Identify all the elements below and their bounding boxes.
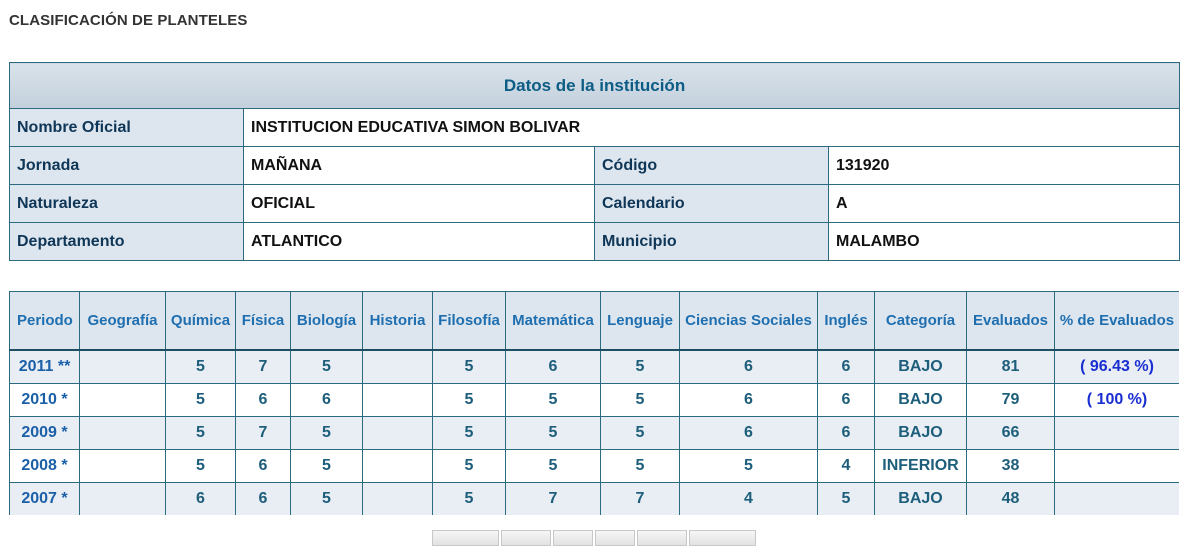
cell-biologia: 5 [291,350,363,384]
cell-geografia [80,384,166,417]
naturaleza-value: OFICIAL [244,185,595,223]
col-header-biologia: Biología [291,292,363,351]
codigo-value: 131920 [829,147,1180,185]
municipio-label: Municipio [595,223,829,261]
cell-categoria: BAJO [875,483,967,516]
cell-quimica: 5 [166,384,236,417]
results-table [9,291,1179,515]
cell-periodo: 2009 * [10,417,80,450]
cell-biologia: 5 [291,483,363,516]
cell-ingles: 6 [818,350,875,384]
departamento-label: Departamento [10,223,244,261]
pager-page-button[interactable] [595,530,635,546]
nombre-oficial-label: Nombre Oficial [10,109,244,147]
cell-categoria: BAJO [875,417,967,450]
cell-matematica: 6 [506,350,601,384]
col-header-categoria: Categoría [875,292,967,351]
cell-filosofia: 5 [433,483,506,516]
cell-geografia [80,483,166,516]
pager-page-button[interactable] [553,530,593,546]
cell-pct-evaluados [1055,483,1180,516]
cell-historia [363,483,433,516]
cell-quimica: 5 [166,450,236,483]
table-row [10,417,1180,450]
cell-lenguaje: 5 [601,417,680,450]
cell-historia [363,450,433,483]
results-header-row [10,292,1180,351]
cell-ingles: 4 [818,450,875,483]
cell-fisica: 6 [236,483,291,516]
table-row [10,350,1180,384]
col-header-lenguaje: Lenguaje [601,292,680,351]
cell-geografia [80,450,166,483]
cell-pct-evaluados: ( 96.43 %) [1055,350,1180,384]
cell-lenguaje: 7 [601,483,680,516]
cell-evaluados: 48 [967,483,1055,516]
pager-last-button[interactable] [689,530,756,546]
cell-fisica: 6 [236,384,291,417]
table-row [10,384,1180,417]
col-header-historia: Historia [363,292,433,351]
cell-evaluados: 66 [967,417,1055,450]
codigo-label: Código [595,147,829,185]
col-header-filosofia: Filosofía [433,292,506,351]
cell-ciencias-sociales: 4 [680,483,818,516]
jornada-label: Jornada [10,147,244,185]
cell-categoria: BAJO [875,350,967,384]
page-title: CLASIFICACIÓN DE PLANTELES [9,12,248,29]
cell-fisica: 7 [236,417,291,450]
cell-quimica: 5 [166,417,236,450]
cell-historia [363,350,433,384]
institution-table [9,62,1180,261]
cell-lenguaje: 5 [601,450,680,483]
cell-filosofia: 5 [433,417,506,450]
cell-matematica: 5 [506,384,601,417]
departamento-value: ATLANTICO [244,223,595,261]
cell-categoria: INFERIOR [875,450,967,483]
cell-evaluados: 81 [967,350,1055,384]
col-header-fisica: Física [236,292,291,351]
pager-prev-button[interactable] [501,530,551,546]
cell-evaluados: 38 [967,450,1055,483]
col-header-evaluados: Evaluados [967,292,1055,351]
cell-pct-evaluados [1055,417,1180,450]
table-row [10,450,1180,483]
pager-first-button[interactable] [432,530,499,546]
cell-ciencias-sociales: 5 [680,450,818,483]
jornada-value: MAÑANA [244,147,595,185]
cell-lenguaje: 5 [601,350,680,384]
cell-historia [363,417,433,450]
calendario-value: A [829,185,1180,223]
cell-categoria: BAJO [875,384,967,417]
results-scroll-area[interactable] [9,291,1179,515]
col-header-periodo: Periodo [10,292,80,351]
cell-fisica: 7 [236,350,291,384]
cell-biologia: 6 [291,384,363,417]
pager-next-button[interactable] [637,530,687,546]
col-header-pct-evaluados: % de Evaluados [1055,292,1180,351]
cell-geografia [80,350,166,384]
col-header-quimica: Química [166,292,236,351]
col-header-geografia: Geografía [80,292,166,351]
cell-biologia: 5 [291,417,363,450]
institution-header: Datos de la institución [10,63,1180,109]
cell-periodo: 2011 ** [10,350,80,384]
cell-geografia [80,417,166,450]
cell-fisica: 6 [236,450,291,483]
col-header-ciencias-sociales: Ciencias Sociales [680,292,818,351]
cell-historia [363,384,433,417]
nombre-oficial-value: INSTITUCION EDUCATIVA SIMON BOLIVAR [244,109,1180,147]
cell-ingles: 6 [818,384,875,417]
cell-quimica: 6 [166,483,236,516]
cell-evaluados: 79 [967,384,1055,417]
table-row [10,483,1180,516]
cell-lenguaje: 5 [601,384,680,417]
cell-periodo: 2007 * [10,483,80,516]
cell-pct-evaluados [1055,450,1180,483]
cell-quimica: 5 [166,350,236,384]
municipio-value: MALAMBO [829,223,1180,261]
cell-ingles: 5 [818,483,875,516]
cell-pct-evaluados: ( 100 %) [1055,384,1180,417]
cell-periodo: 2008 * [10,450,80,483]
cell-matematica: 5 [506,450,601,483]
cell-ciencias-sociales: 6 [680,417,818,450]
cell-filosofia: 5 [433,350,506,384]
cell-filosofia: 5 [433,450,506,483]
cell-biologia: 5 [291,450,363,483]
cell-ciencias-sociales: 6 [680,350,818,384]
cell-matematica: 7 [506,483,601,516]
cell-ciencias-sociales: 6 [680,384,818,417]
col-header-matematica: Matemática [506,292,601,351]
col-header-ingles: Inglés [818,292,875,351]
calendario-label: Calendario [595,185,829,223]
cell-ingles: 6 [818,417,875,450]
naturaleza-label: Naturaleza [10,185,244,223]
cell-periodo: 2010 * [10,384,80,417]
cell-matematica: 5 [506,417,601,450]
cell-filosofia: 5 [433,384,506,417]
